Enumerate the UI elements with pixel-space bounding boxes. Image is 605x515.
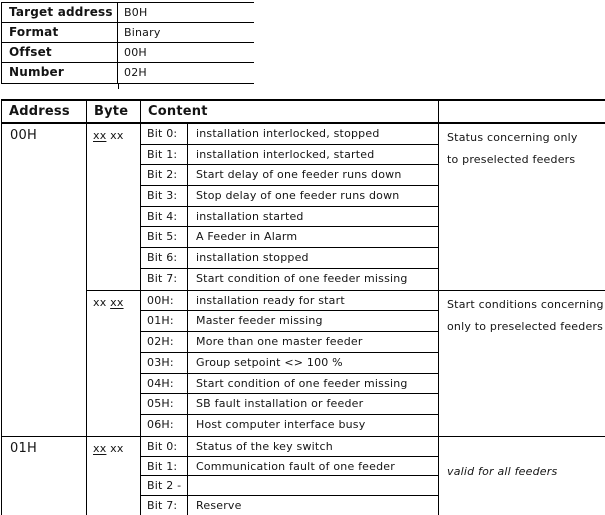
description-cell: A Feeder in Alarm xyxy=(196,230,298,244)
note-line: valid for all feeders xyxy=(447,465,558,479)
byte-cell xyxy=(87,124,141,290)
table-row xyxy=(141,248,438,269)
bit-label-cell: Bit 3: xyxy=(141,186,188,206)
subsection-byte2 xyxy=(87,291,605,437)
description-cell: installation ready for start xyxy=(196,293,345,307)
address-cell: 00H xyxy=(2,124,87,436)
table-row xyxy=(141,269,438,290)
meta-value-number: 02H xyxy=(124,66,147,79)
table-row xyxy=(141,311,438,332)
note-line: only to preselected feeders xyxy=(447,319,604,333)
meta-row xyxy=(2,3,254,23)
bit-label-cell: Bit 7: xyxy=(141,269,188,290)
table-row xyxy=(141,374,438,395)
code-rows xyxy=(141,291,439,437)
header-address: Address xyxy=(2,101,87,122)
description-cell: Reserve xyxy=(196,498,242,512)
subsection-byte1 xyxy=(87,124,605,291)
description-cell: Group setpoint <> 100 % xyxy=(196,355,343,369)
description-cell: Host computer interface busy xyxy=(196,418,366,432)
section-01h xyxy=(2,437,605,515)
meta-row xyxy=(2,63,254,83)
table-row xyxy=(141,186,438,207)
byte-plain: xx xyxy=(93,295,107,309)
code-label-cell: 06H: xyxy=(141,415,188,436)
bit-label-cell: Bit 1: xyxy=(141,145,188,165)
meta-label-format: Format xyxy=(2,23,118,42)
section-00h-body xyxy=(87,124,605,436)
code-label-cell: 02H: xyxy=(141,332,188,352)
table-row xyxy=(141,394,438,415)
meta-row xyxy=(2,43,254,63)
code-label-cell: 01H: xyxy=(141,311,188,331)
meta-value-format: Binary xyxy=(124,26,161,39)
bit-label-cell: Bit 6: xyxy=(141,248,188,268)
bit-label-cell: Bit 1: xyxy=(141,457,188,476)
description-cell: Communication fault of one feeder xyxy=(196,459,395,473)
code-label-cell: 05H: xyxy=(141,394,188,414)
bit-label-cell: Bit 2 - xyxy=(141,476,188,495)
description-cell: SB fault installation or feeder xyxy=(196,397,364,411)
description-cell: installation interlocked, stopped xyxy=(196,127,380,140)
meta-row xyxy=(2,23,254,43)
meta-table xyxy=(1,2,254,84)
bit-label-cell: Bit 2: xyxy=(141,165,188,185)
table-row xyxy=(141,457,438,477)
table-row xyxy=(141,291,438,312)
table-row xyxy=(141,227,438,248)
header-note xyxy=(439,101,605,122)
bit-label-cell: Bit 0: xyxy=(141,437,188,456)
column-separator-tail xyxy=(118,84,119,89)
header-content: Content xyxy=(141,101,439,122)
table-row xyxy=(141,332,438,353)
subsection-byte1 xyxy=(87,437,605,515)
description-cell: Start condition of one feeder missing xyxy=(196,376,408,390)
bit-label-cell: Bit 4: xyxy=(141,207,188,227)
note-cell xyxy=(439,124,605,290)
description-cell: Stop delay of one feeder runs down xyxy=(196,189,400,203)
note-cell xyxy=(439,437,605,515)
register-table xyxy=(1,99,605,515)
byte-plain: xx xyxy=(110,129,124,142)
table-row xyxy=(141,496,438,515)
bit-rows xyxy=(141,124,439,290)
code-label-cell: 03H: xyxy=(141,353,188,373)
header-byte: Byte xyxy=(87,101,141,122)
description-cell xyxy=(188,476,438,495)
description-cell: More than one master feeder xyxy=(196,335,363,349)
description-cell: installation stopped xyxy=(196,251,309,265)
address-cell: 01H xyxy=(2,437,87,515)
description-cell: Start condition of one feeder missing xyxy=(196,271,408,285)
code-label-cell: 04H: xyxy=(141,374,188,394)
section-00h xyxy=(2,124,605,437)
bit-label-cell: Bit 5: xyxy=(141,227,188,247)
table-row xyxy=(141,415,438,436)
description-cell: Status of the key switch xyxy=(196,440,333,454)
description-cell: Master feeder missing xyxy=(196,314,323,328)
byte-underlined: xx xyxy=(93,129,107,142)
meta-label-number: Number xyxy=(2,63,118,83)
note-line: to preselected feeders xyxy=(447,153,576,166)
bit-label-cell: Bit 0: xyxy=(141,124,188,144)
table-row xyxy=(141,353,438,374)
table-header-row xyxy=(2,101,605,124)
description-cell: installation started xyxy=(196,209,304,223)
description-cell: Start delay of one feeder runs down xyxy=(196,168,402,182)
bit-rows xyxy=(141,437,439,515)
meta-label-offset: Offset xyxy=(2,43,118,62)
description-cell: installation interlocked, started xyxy=(196,147,375,161)
section-01h-body xyxy=(87,437,605,515)
table-row xyxy=(141,207,438,228)
table-row xyxy=(141,165,438,186)
note-line: Start conditions concerning xyxy=(447,297,604,311)
byte-underlined: xx xyxy=(93,442,107,456)
bit-label-cell: Bit 7: xyxy=(141,496,188,515)
note-cell xyxy=(439,291,605,437)
table-row xyxy=(141,476,438,496)
table-row xyxy=(141,437,438,457)
meta-value-target-address: B0H xyxy=(124,6,148,19)
meta-label-target-address: Target address xyxy=(2,3,118,22)
table-row xyxy=(141,145,438,166)
note-line: Status concerning only xyxy=(447,131,578,144)
byte-plain: xx xyxy=(110,442,124,456)
byte-cell xyxy=(87,291,141,437)
code-label-cell: 00H: xyxy=(141,291,188,311)
meta-value-offset: 00H xyxy=(124,46,147,59)
byte-cell xyxy=(87,437,141,515)
table-row xyxy=(141,124,438,145)
byte-underlined: xx xyxy=(110,295,124,309)
